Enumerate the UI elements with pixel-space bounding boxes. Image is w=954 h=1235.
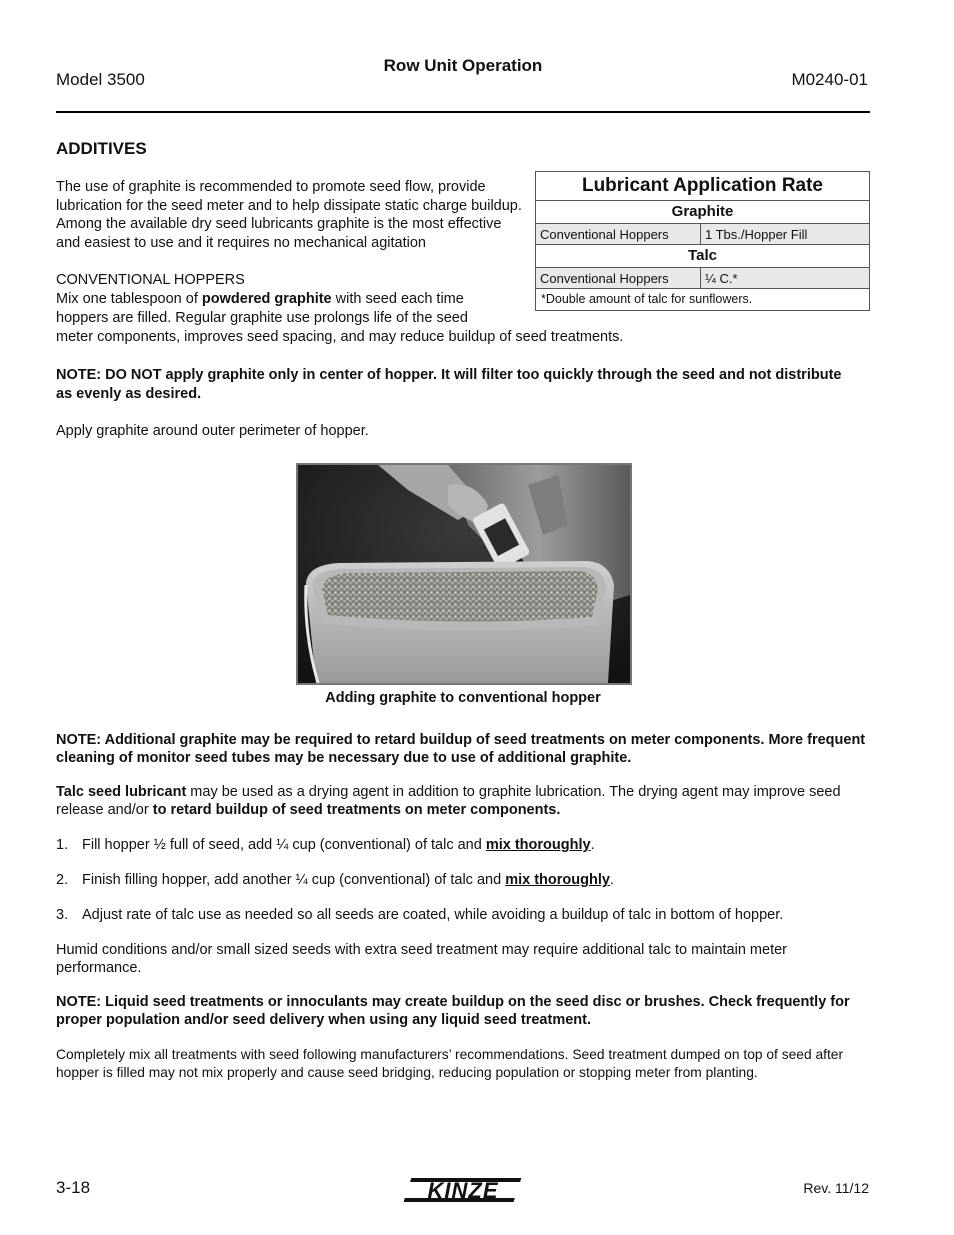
step-number: 3. (56, 907, 69, 923)
lubricant-rate-table (535, 171, 870, 311)
apply-perimeter-text: Apply graphite around outer perimeter of hopper. (56, 423, 369, 439)
model-label: Model 3500 (56, 70, 145, 89)
table-row (536, 224, 869, 245)
note-center-warning: NOTE: DO NOT apply graphite only in center of hopper. It will filter too quickly through the seed and not distribute as evenly as desired. (56, 367, 842, 402)
talc-rate-cell: ¼ C.* (705, 271, 738, 286)
note-liquid-treatments: NOTE: Liquid seed treatments or innoculants may create buildup on the seed disc or brushes. Check frequently for proper population and/or seed delivery when using any liquid seed treatment. (56, 994, 850, 1028)
header-divider (56, 111, 870, 113)
list-item (56, 836, 595, 855)
talc-subheader: Talc (536, 245, 869, 268)
hopper-photo (296, 463, 632, 685)
conventional-hoppers-subheading: CONVENTIONAL HOPPERS (56, 272, 245, 288)
talc-bold-end: to retard buildup of seed treatments on meter components. (152, 801, 561, 818)
list-item (56, 871, 614, 890)
section-title: Row Unit Operation (383, 56, 543, 75)
step-number: 2. (56, 872, 69, 888)
kinze-logo (404, 1176, 522, 1204)
humid-conditions-paragraph: Humid conditions and/or small sized seeds with extra seed treatment may require additional talc to maintain meter performance. (56, 942, 787, 976)
step-text: Finish filling hopper, add another ¼ cup (conventional) of talc and (82, 872, 506, 888)
conventional-hoppers-line2: hoppers are filled. Regular graphite use prolongs life of the seed (56, 310, 468, 326)
note-additional-graphite: NOTE: Additional graphite may be required to retard buildup of seed treatments on meter components. More frequent cleaning of monitor seed tubes may be necessary due to use of additional graphite. (56, 732, 866, 766)
graphite-rate-cell: 1 Tbs./Hopper Fill (705, 227, 808, 242)
talc-paragraph (56, 784, 871, 819)
conv-text-bold: powdered graphite (201, 291, 332, 307)
step-number: 1. (56, 837, 69, 853)
graphite-hopper-cell: Conventional Hoppers (536, 224, 701, 244)
svg-text:KINZE: KINZE (427, 1178, 499, 1203)
closing-paragraph: Completely mix all treatments with seed following manufacturers’ recommendations. Seed treatment dumped on top of seed after hopper is filled may not mix properly and cause seed bridging, reducing population or stopping meter from planting. (56, 1047, 844, 1080)
step-end: . (590, 837, 595, 853)
table-footnote: *Double amount of talc for sunflowers. (541, 292, 753, 306)
page-number: 3-18 (56, 1178, 91, 1197)
graphite-subheader: Graphite (536, 201, 869, 224)
step-text: Adjust rate of talc use as needed so all seeds are coated, while avoiding a buildup of talc in bottom of hopper. (82, 907, 784, 923)
table-title: Lubricant Application Rate (536, 172, 869, 201)
step-emphasis: mix thoroughly (485, 837, 591, 853)
table-row (536, 268, 869, 289)
talc-middle-text: may be used as a drying agent in addition to graphite lubrication. The drying agent may improve seed release and/or (56, 784, 841, 818)
list-item (56, 906, 783, 925)
conventional-hoppers-line3: meter components, improves seed spacing, and may reduce buildup of seed treatments. (56, 329, 624, 345)
conv-text-before: Mix one tablespoon of (56, 291, 202, 307)
conv-text-after: with seed each time (331, 291, 464, 307)
talc-hopper-cell: Conventional Hoppers (536, 268, 701, 288)
document-number: M0240-01 (791, 70, 868, 89)
intro-paragraph: The use of graphite is recommended to promote seed flow, provide lubrication for the seed meter and to help dissipate static charge buildup. Among the available dry seed lubricants graphite is the most effective and easiest to use and it requires no mechanical agitation (56, 179, 522, 251)
photo-caption: Adding graphite to conventional hopper (325, 690, 601, 706)
revision-label: Rev. 11/12 (803, 1180, 869, 1196)
step-text: Fill hopper ½ full of seed, add ¼ cup (conventional) of talc and (82, 837, 486, 853)
step-emphasis: mix thoroughly (505, 872, 610, 888)
hopper-photo-illustration (298, 465, 630, 683)
step-end: . (609, 872, 614, 888)
page-heading: ADDITIVES (56, 139, 147, 158)
conventional-hoppers-line1 (56, 290, 464, 309)
talc-bold-lead: Talc seed lubricant (56, 784, 187, 800)
